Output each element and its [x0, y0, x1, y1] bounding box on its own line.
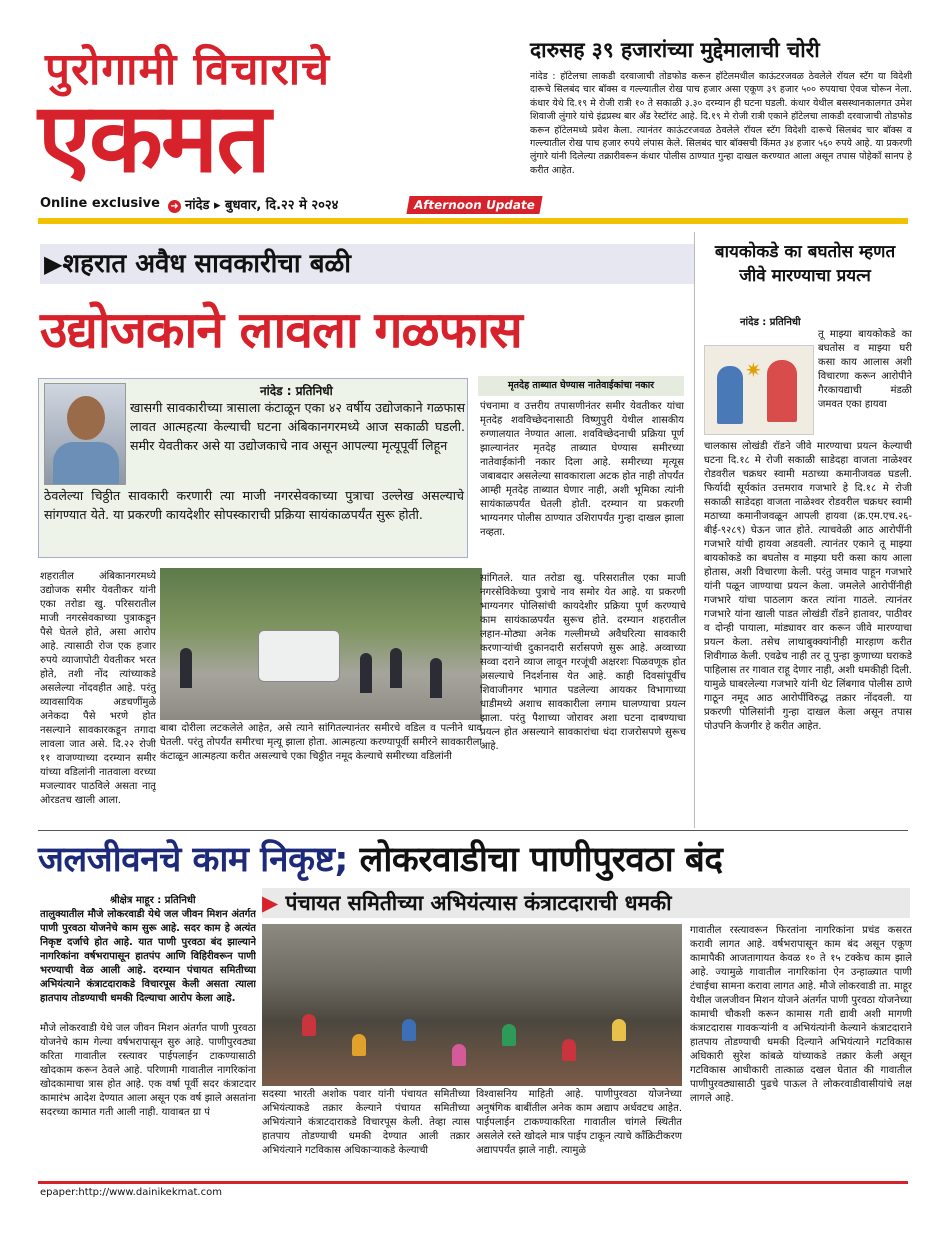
online-exclusive-label: Online exclusive	[40, 196, 160, 211]
news-photo-police	[160, 568, 482, 720]
section-divider	[38, 830, 908, 831]
photo-person	[302, 1014, 316, 1036]
main-kicker	[40, 244, 694, 284]
impact-star-icon: ✷	[745, 358, 762, 382]
second-col4: गावातील रस्त्यावरून फिरतांना नागरिकांना प्रचंड कसरत करावी लागत आहे. वर्षभरापासून काम बंद असून एकूण कामापैकी आजतागायत केवळ १० ते १५ टक्केच काम झाले आहे. ज्यामुळे गावातील नागरिकांना ऐन उन्हाळ्यात पाणी टंचाईचा सामना करावा लागत आहे. मौजे लोकरवाडी ता. माहूर येथील जलजीवन मिशन योजने अंतर्गत पाणी पुरवठा योजनेच्या कामाची चौकशी करून कामास गती द्यावी अशी मागणी कंत्राटदारास गावकऱ्यांनी व अभियंत्यांनी केल्याने कंत्राटदाराने हातपाय तोडण्याची धमकी दिल्याने अभियंत्याने गटविकास अधिकारी सुरेश कांबळे यांच्याकडे तक्रार केली असून गटविकास आधीकारी तात्काळ दखल घेतात की गावातील पाणीपुरवठ्यासाठी पुढचे पाऊल ते लोकरवाडीवासीयांचे लक्ष लागले आहे.	[690, 925, 912, 1104]
photo-person	[180, 648, 192, 688]
fight-cartoon	[704, 345, 814, 435]
right-story-beside: तू माझ्या बायकोकडे का बघतोस व माझ्या घरी कसा काय आलास अशी विचारणा करून आरोपीने गैरकायद्याची मंडळी जमवत एका हायवा	[818, 329, 912, 410]
cartoon-figure	[767, 360, 797, 422]
right-story-body: चालकास लोखंडी रॉडने जीवे मारण्याचा प्रयत्न केल्याची घटना दि.१८ मे रोजी सकाळी साडेदहा वाजता नाळेश्वर रोडवरील चक्रधर स्वामी मठाच्या कमानीजवळ घडली. फिर्यादी सूर्यकांत उत्तमराव गजभारे हे दि.१८ मे रोजी सकाळी साडेदहा वाजता नाळेश्वर रोडवरील चक्रधर स्वामी मठाच्या कमानीजवळून आपली हायवा (क्र.एम.एच.२६-बीई-९२८९) घेऊन जात होते. त्याचवेळी आठ आरोपींनी गजभारे यांची हायवा अडवली. त्यानंतर एकाने तू माझ्या बायकोकडे का बघतोस व माझ्या घरी कसा काय आला होतास, अशी विचारणा केली. परंतु जमाव पाहून गजभारे यांनी पळून जाण्याचा प्रयत्न केला. जमलेले आरोपींनीही गजभारे यांचा पाठलाग करत त्यांना गाठले. त्यानंतर गजभारे यांना खाली पाडत लोखंडी रॉडने हातावर, पाठीवर व दोन्ही पायाला, मांड्यावर वार करून जीवे मारण्याचा प्रयत्न केला. तसेच लाथाबुक्क्यांनीही मारहाण करीत शिवीगाळ केली. एवढेच नाही तर तू पुन्हा कुणाच्या घराकडे पाहिलास तर गावात राहू देणार नाही, अशी धमकीही दिली. यामुळे घाबरलेल्या गजभारे यांनी थेट लिंबगाव पोलीस ठाणे गाठून नमूद आठ आरोपींविरुद्ध तक्रार नोंदवली. या प्रकरणी पोलिसांनी गुन्हा दाखल केला असून तपास पोउपनि केजगीर हे करीत आहेत.	[704, 441, 912, 732]
second-lead: तालुक्यातील मौजे लोकरवाडी येथे जल जीवन मिशन अंतर्गत पाणी पुरवठा योजनेचे काम सुरू आहे. सदर काम हे अत्यंत निकृष्ट दर्जाचे होत आहे. यात पाणी पुरवठा बंद झाल्याने नागरिकांना वर्षभरापासून हातपंप आणि विहिरीवरून पाणी भरण्याची वेळ आली आहे. दरम्यान पंचायत समितीच्या अभियंत्याने कंत्राटदाराकडे विचारपूस केली असता त्याला हातपाय तोडण्याची धमकी दिल्याचा आरोप केला आहे.	[40, 909, 256, 1004]
top-story-title: दारुसह ३९ हजारांच्या मुद्देमालाची चोरी	[530, 38, 820, 62]
triangle-right-icon: ▶	[44, 250, 63, 278]
second-headline-a: जलजीवनचे काम निकृष्ट;	[38, 840, 348, 880]
right-story-byline: नांदेड : प्रतिनिधी	[740, 317, 801, 328]
news-photo-water-queue	[262, 924, 682, 1086]
masthead-tagline: पुरोगामी विचाराचे	[45, 44, 331, 95]
arrow-right-icon: ➜	[168, 200, 181, 213]
main-lead-a: खासगी सावकारीच्या त्रासाला कंटाळून एका ४२ वर्षीय उद्योजकाने गळफास लावत आत्महत्या केल्याची घटना अंबिकानगरमध्ये आज सकाळी घडली. समीर येवतीकर असे या उद्योजकाचे नाव असून आपल्या मृत्यूपूर्वी लिहून	[130, 400, 465, 453]
footer-rule	[38, 1181, 908, 1184]
main-col1: शहरातील अंबिकानगरमध्ये उद्योजक समीर येवतीकर यांनी एका तरोडा खु. परिसरातील माजी नगरसेवकाच्या पुत्राकडून पैसे घेतले होते, असा आरोप आहे. त्यासाठी रोज एक हजार रुपये व्याजापोटी येवतीकर भरत होते, तशी नोंद त्यांच्याकडे असलेल्या नोंदवहीत आहे. परंतु व्यावसायिक अडचणींमुळे अनेकदा पैसे भरणे होत नसल्याने सावकारकडून तगादा लावला जात असे. दि.२२ रोजी ११ वाजण्याच्या दरम्यान समीर यांच्या वडिलांनी नातवाला वरच्या मजल्यावर पाठविले असता नातू ओरडतच खाली आला.	[40, 571, 156, 806]
photo-person	[402, 1019, 416, 1041]
photo-person	[612, 1019, 626, 1041]
sidebar-body: पंचनामा व उत्तरीय तपासणीनंतर समीर येवतीकर यांचा मृतदेह शवविच्छेदनासाठी विष्णुपुरी येथील शासकीय रुग्णालयात नेण्यात आला. शवविच्छेदनाची प्रक्रिया पूर्ण झाल्यानंतर मृतदेह ताब्यात घेण्यास समीरच्या नातेवाईकांनी नकार दिला आहे. समीरच्या मृत्यूस जबाबदार असलेल्या सावकाराला अटक होत नाही तोपर्यंत आम्ही मृतदेह ताब्यात घेणार नाही, अशी भूमिका त्यांनी सायंकाळपर्यंत घेतली होती. दरम्यान या प्रकरणी भाग्यनगर पोलीस ठाण्यात उशिरापर्यंत गुन्हा दाखल झाला नव्हता.	[480, 401, 684, 538]
photo-person	[352, 1034, 366, 1056]
photo-person	[562, 1039, 576, 1061]
photo-police-jeep	[258, 630, 340, 682]
second-headline	[38, 838, 918, 882]
photo-person	[502, 1024, 516, 1046]
second-subhead-text: पंचायत समितीच्या अभियंत्यास कंत्राटदाराची धमकी	[285, 891, 672, 915]
photo-shirt	[53, 442, 119, 484]
photo-person	[452, 1044, 466, 1066]
main-kicker-text: शहरात अवैध सावकारीचा बळी	[62, 249, 352, 279]
dateline-text: नांदेड ▸ बुधवार, दि.२२ मे २०२४	[185, 198, 339, 213]
main-col3: सांगितले. यात तरोडा खु. परिसरातील एका माजी नगरसेविकेच्या पुत्राचे नाव समोर येत आहे. या प्रकरणी भाग्यनगर पोलिसांची कायदेशीर प्रक्रिया पूर्ण करण्याचे काम सायंकाळपर्यंत सुरूच होते. दरम्यान शहरातील लहान-मोठ्या अनेक गल्लीमध्ये अवैधरित्या सावकारी करणाऱ्यांची दुकानदारी सर्रासपणे सुरू आहे. अव्वाच्या सव्वा दराने व्याज लावून गरजूंची अक्षरशः पिळवणूक होत असल्याचे निदर्शनास येत आहे. काही दिवसांपूर्वीच शिवाजीनगर भागात पडलेल्या आयकर विभागाच्या धाडीमध्ये अशाच सावकारीला लगाम घालण्याचा प्रयत्न झाला. परंतु पैशाच्या जोरावर अशा घटना दाबण्याचा प्रयत्न होत असल्याने सावकारांचा धंदा राजरोसपणे सुरूच आहे.	[480, 573, 686, 752]
yellow-rule	[38, 218, 908, 224]
photo-person	[390, 648, 402, 688]
photo-person	[360, 653, 372, 693]
epaper-link[interactable]: epaper:http://www.dainikekmat.com	[40, 1187, 222, 1198]
top-story-body: नांदेड : हॉटेलचा लाकडी दरवाजाची तोडफोड करून हॉटेलमधील काऊंटरजवळ ठेवलेले रॉयल स्टॅग या विदेशी दारूचे सिलबंद चार बॉक्स व गल्ल्यातील रोख पाच हजार असा एकूण ३९ हजार ५०० रुपयाचा ऐवज चोरून नेला. कंधार येथे दि.१९ मे रोजी रात्री १० ते सकाळी ३.३० दरम्यान ही घटना घडली. कंधार येथील बसस्थानकालगत उमेश शिवाजी लुंगारे यांचे इंद्रप्रस्थ बार अँड रेस्टॉरंट आहे. दि.१९ मे रोजी रात्री एकाने हॉटेलचा लाकडी दरवाजाची तोडफोड करून हॉटेलमध्ये प्रवेश केला. त्यानंतर काऊंटरजवळ ठेवलेले रॉयल स्टॅग विदेशी दारूचे सिलबंद चार बॉक्स व गल्ल्यातील रोख पाच हजार रुपये लंपास केले. सिलबंद चार बॉक्सची किंमत ३४ हजार ५६० रुपये आहे. या प्रकरणी लुंगारे यांनी दिलेल्या तक्रारीवरून कंधार पोलीस ठाण्यात गुन्हा दाखल करण्यात आला असून तपास पोहेकॉं सानप हे करीत आहेत.	[530, 71, 912, 176]
main-lead-b: ठेवलेल्या चिठ्ठीत सावकारी करणारी त्या माजी नगरसेवकाच्या पुत्राचा उल्लेख असल्याचे सांगण्यात येते. या प्रकरणी कायदेशीर सोपस्काराची प्रक्रिया सायंकाळपर्यंत सुरू होती.	[44, 488, 464, 522]
second-col1: मौजे लोकरवाडी येथे जल जीवन मिशन अंतर्गत पाणी पुरवठा योजनेचे काम गेल्या वर्षभरापासून सुरु आहे. पाणीपुरवठ्या करिता गावातील रस्त्यावर पाईपलाईन टाकण्यासाठी खोदकाम करून ठेवले आहे. परिणामी गावातील नागरिकांना खोदकामाचा त्रास होत आहे. एक वर्षा पूर्वी सदर कंत्राटदार कामारंभ आदेश देण्यात आला असून एक वर्ष झाले असतांना सदरच्या कामात गती आली नाही. यावाबत ग्रा पं	[40, 1023, 256, 1118]
dateline	[168, 195, 338, 213]
main-col2: बाबा दोरीला लटकलेले आहेत, असे त्याने सांगितल्यानंतर समीरचे वडिल व पत्नीने धाव घेतली. परंतु तोपर्यंत समीरचा मृत्यू झाला होता. आत्महत्या करण्यापूर्वी समीरने सावकारीला कंटाळून आत्महत्या करीत असल्याचे एका चिठ्ठीत नमूद केल्याचे समीरच्या वडिलांनी	[160, 723, 482, 762]
second-col3: विश्वासनिय माहिती आहे. पाणीपुरवठा योजनेच्या अनुषंगिक बाबींतील अनेक काम अद्याप अर्धवटच आहेत. पाईपलाईन टाकण्याकरिता गावातील चांगले स्थितीत असलेले रस्ते खोदले मात्र पाईप टाकून त्याचे कॉंक्रिटीकरण अद्यापपर्यंत झाले नाही. त्यामुळे	[476, 1089, 682, 1156]
second-col2: सदस्या भारती अशोक पवार यांनी पंचायत समितीच्या अभियंत्याकडे तक्रार केल्याने पंचायत समितीच्या अभियंत्याने कंत्राटदाराकडे विचारपूस केली. तेव्हा त्यास हातपाय तोडण्याची धमकी देण्यात आली तक्रार अभियंत्याने गटविकास अधिकाऱ्याकडे केल्याची	[262, 1089, 470, 1156]
second-headline-b: लोकरवाडीचा पाणीपुरवठा बंद	[359, 840, 723, 880]
cartoon-figure	[717, 366, 743, 424]
photo-face	[67, 396, 105, 440]
second-byline: श्रीक्षेत्र माहूर : प्रतिनिधी	[110, 895, 196, 906]
edition-badge: Afternoon Update	[406, 196, 542, 214]
photo-person	[430, 658, 442, 698]
main-headline: उद्योजकाने लावला गळफास	[40, 301, 522, 359]
second-subhead	[262, 888, 910, 918]
masthead-logo: एकमत	[38, 82, 269, 194]
main-byline: नांदेड : प्रतिनिधी	[260, 384, 333, 398]
right-story-title: बायकोकडे का बघतोस म्हणत जीवे मारण्याचा प्रयत्न	[714, 242, 896, 286]
sidebar-heading: मृतदेह ताब्यात घेण्यास नातेवाईकांचा नकार	[478, 376, 684, 396]
triangle-right-icon: ▶	[262, 891, 279, 915]
reporter-photo	[44, 383, 126, 485]
column-divider	[694, 232, 695, 828]
